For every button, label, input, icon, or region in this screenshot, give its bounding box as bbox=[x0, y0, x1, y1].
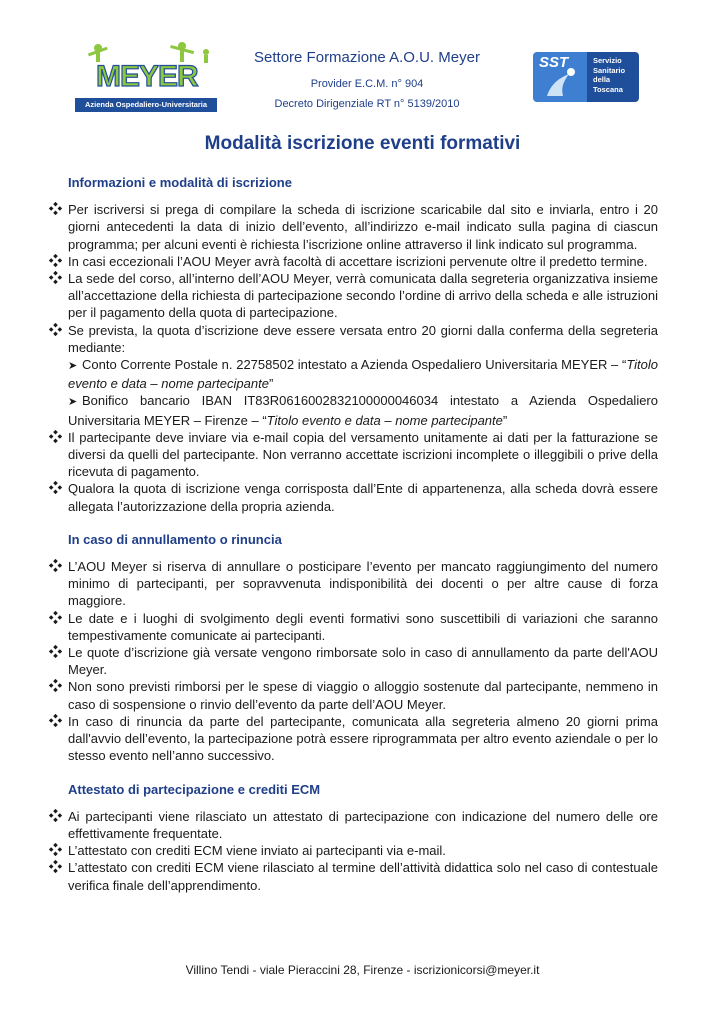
payment-option-postal: ➤ Conto Corrente Postale n. 22758502 intestato a Azienda Ospedaliero Universitaria MEYER – “Titolo evento e data – nome partecipante” bbox=[68, 357, 658, 392]
list-item: L’AOU Meyer si riserva di annullare o posticipare l’evento per mancato raggiungimento del numero minimo di partecipanti, per sopravvenuta indisponibilità dei docenti o per altre cause di forza maggiore. bbox=[48, 558, 658, 610]
list-item: Qualora la quota di iscrizione venga corrisposta dall’Ente di appartenenza, alla scheda dovrà essere allegata l’autorizzazione della propria azienda. bbox=[48, 480, 658, 514]
list-item: Non sono previsti rimborsi per le spese di viaggio o alloggio sostenute dal partecipante, nemmeno in caso di sospensione o rinvio dell’evento da parte dell’AOU Meyer. bbox=[48, 678, 658, 712]
meyer-wordmark: MEYER bbox=[96, 60, 198, 93]
diamond-bullet-icon bbox=[49, 679, 62, 692]
list-item: L’attestato con crediti ECM viene rilasciato al termine dell’attività didattica solo nel caso di contestuale verifica finale dell’apprendimento. bbox=[48, 859, 658, 893]
diamond-bullet-icon bbox=[49, 843, 62, 856]
list-item: Ai partecipanti viene rilasciato un attestato di partecipazione con indicazione del numero delle ore effettivamente frequentate. bbox=[48, 808, 658, 842]
payment-option-bank: ➤ Bonifico bancario IBAN IT83R0616002832100000046034 intestato a Azienda Ospedaliero Universitaria MEYER – Firenze – “Titolo evento e data – nome partecipante” bbox=[68, 393, 658, 428]
list-item: Le quote d’iscrizione già versate vengono rimborsate solo in caso di annullamento da parte dell'AOU Meyer. bbox=[48, 644, 658, 678]
meyer-logo bbox=[70, 40, 230, 116]
bullet-list bbox=[48, 201, 658, 356]
diamond-bullet-icon bbox=[49, 323, 62, 336]
diamond-bullet-icon bbox=[49, 611, 62, 624]
diamond-bullet-icon bbox=[49, 714, 62, 727]
bullet-list bbox=[48, 558, 658, 764]
bullet-list bbox=[48, 429, 658, 515]
list-item: L’attestato con crediti ECM viene inviato ai partecipanti via e-mail. bbox=[48, 842, 658, 859]
section-heading: Attestato di partecipazione e crediti ECM bbox=[68, 781, 321, 797]
sst-figure-icon bbox=[533, 52, 587, 102]
sst-line2: Sanitario bbox=[593, 65, 626, 75]
header-provider: Provider E.C.M. n° 904 bbox=[310, 78, 424, 90]
sst-line4: Toscana bbox=[593, 84, 623, 94]
list-item: Le date e i luoghi di svolgimento degli eventi formativi sono suscettibili di variazioni che saranno tempestivamente comunicate ai partecipanti. bbox=[48, 610, 658, 644]
list-item: In caso di rinuncia da parte del partecipante, comunicata alla segreteria almeno 20 giorni prima dall'avvio dell’evento, la partecipazione potrà essere riprogrammata per altro evento aziendale o per lo stesso evento nell’anno successivo. bbox=[48, 713, 658, 765]
diamond-bullet-icon bbox=[49, 271, 62, 284]
diamond-bullet-icon bbox=[49, 430, 62, 443]
diamond-bullet-icon bbox=[49, 202, 62, 215]
list-item: Se prevista, la quota d’iscrizione deve essere versata entro 20 giorni dalla conferma della segreteria mediante: bbox=[48, 322, 658, 356]
diamond-bullet-icon bbox=[49, 645, 62, 658]
list-item: In casi eccezionali l’AOU Meyer avrà facoltà di accettare iscrizioni pervenute oltre il predetto termine. bbox=[48, 253, 658, 270]
diamond-bullet-icon bbox=[49, 254, 62, 267]
sst-letters: SST bbox=[539, 54, 569, 71]
page-footer: Villino Tendi - viale Pieraccini 28, Firenze - iscrizionicorsi@meyer.it bbox=[185, 963, 540, 977]
list-item: La sede del corso, all’interno dell’AOU Meyer, verrà comunicata dalla segreteria organizzativa insieme all’accettazione della richiesta di partecipazione secondo l’ordine di arrivo della scheda e alle istruzioni per il pagamento della quota di partecipazione. bbox=[48, 270, 658, 322]
bullet-list bbox=[48, 808, 658, 894]
list-item: Il partecipante deve inviare via e-mail copia del versamento unitamente ai dati per la fatturazione se diversi da quelli del partecipante. Non verranno accettate iscrizioni incomplete o illeggibili o prive della ricevuta di pagamento. bbox=[48, 429, 658, 481]
sst-line1: Servizio bbox=[593, 56, 622, 65]
sst-logo-mark bbox=[533, 52, 587, 102]
section-heading: In caso di annullamento o rinuncia bbox=[68, 531, 282, 547]
arrow-bullet-icon: ➤ bbox=[68, 396, 78, 409]
meyer-strip: Azienda Ospedaliero-Universitaria bbox=[75, 98, 217, 112]
sst-line3: della bbox=[593, 75, 611, 84]
diamond-bullet-icon bbox=[49, 809, 62, 822]
diamond-bullet-icon bbox=[49, 559, 62, 572]
sst-text bbox=[587, 52, 639, 102]
diamond-bullet-icon bbox=[49, 860, 62, 873]
list-item: Per iscriversi si prega di compilare la scheda di iscrizione scaricabile dal sito e inviarla, entro i 20 giorni antecedenti la data di inizio dell’evento, all’indirizzo e-mail indicato sulla pagina di ciascun programma; per alcuni eventi è richiesta l’iscrizione online attraverso il link indicato sul programma. bbox=[48, 201, 658, 253]
sst-logo bbox=[533, 52, 639, 102]
header-title: Settore Formazione A.O.U. Meyer bbox=[254, 49, 480, 66]
header-decree: Decreto Dirigenziale RT n° 5139/2010 bbox=[274, 98, 460, 110]
diamond-bullet-icon bbox=[49, 481, 62, 494]
page-title: Modalità iscrizione eventi formativi bbox=[204, 133, 521, 154]
section-heading: Informazioni e modalità di iscrizione bbox=[68, 175, 292, 190]
header-info bbox=[238, 48, 496, 110]
arrow-bullet-icon: ➤ bbox=[68, 360, 78, 373]
document-body bbox=[48, 174, 658, 894]
